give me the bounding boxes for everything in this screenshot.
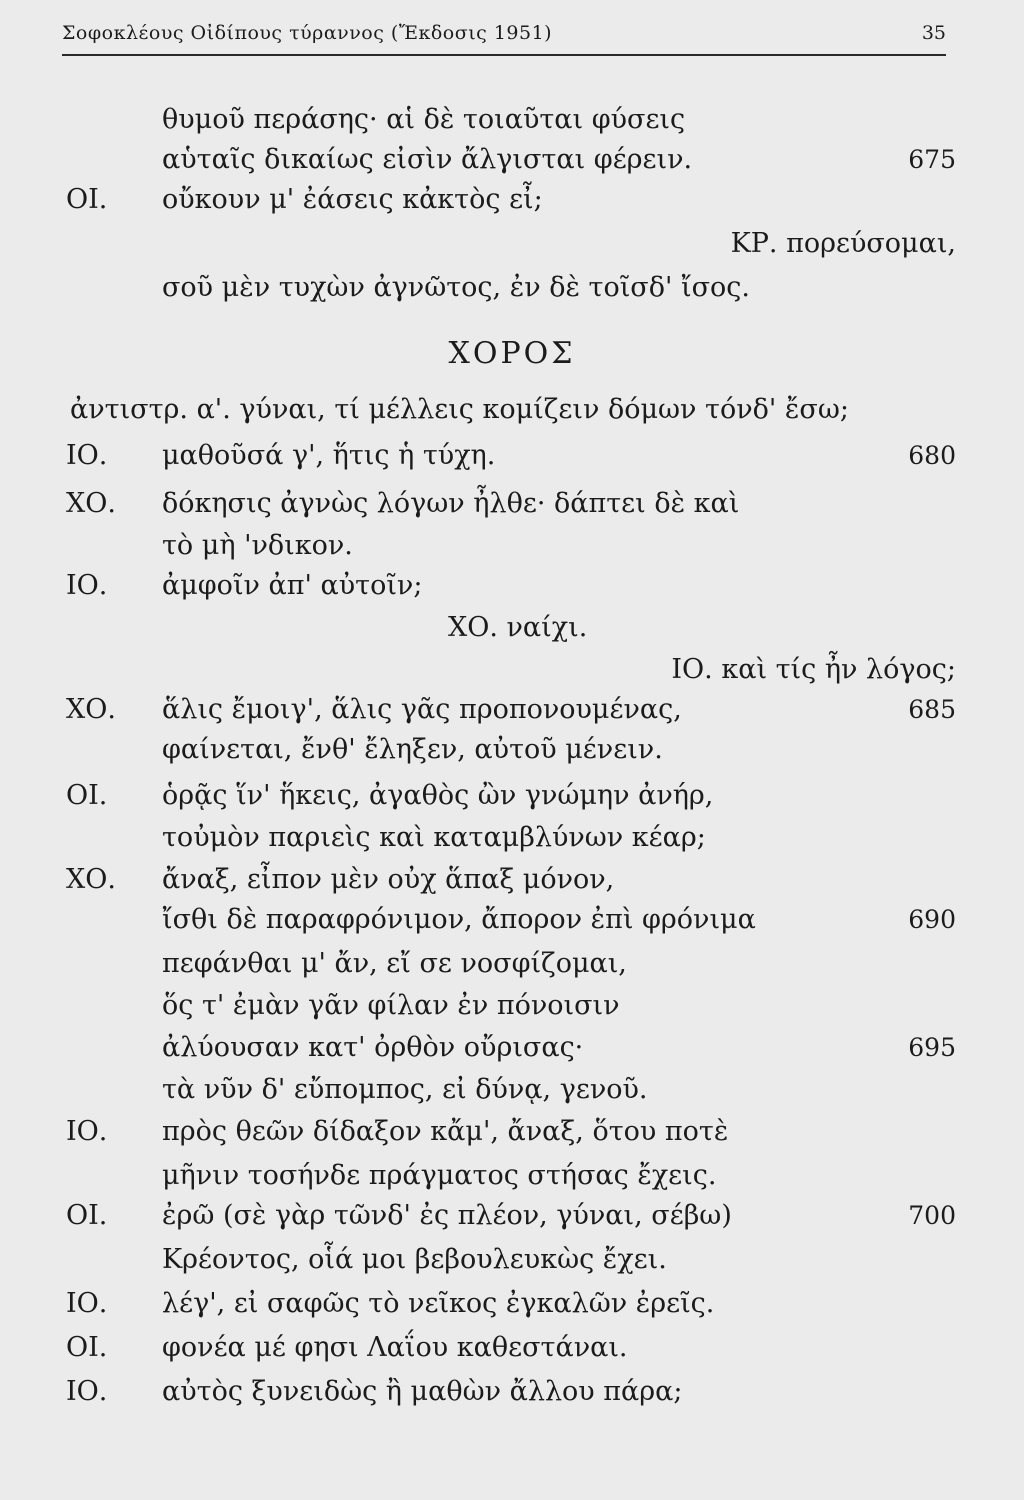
verse-text: αὑταῖς δικαίως εἰσὶν ἄλγισται φέρειν. bbox=[162, 144, 693, 175]
speaker-label: ΙΟ. bbox=[66, 1288, 108, 1319]
verse-text: Κρέοντος, οἷά μοι βεβουλευκὼς ἔχει. bbox=[162, 1244, 667, 1275]
speaker-label: ΙΟ. bbox=[66, 1376, 108, 1407]
speaker-label: ΟΙ. bbox=[66, 184, 108, 215]
verse-text: ἐρῶ (σὲ γὰρ τῶνδ' ἐς πλέον, γύναι, σέβω) bbox=[162, 1200, 732, 1231]
verse-line bbox=[0, 730, 1024, 770]
verse-text: φαίνεται, ἔνθ' ἔληξεν, αὐτοῦ μένειν. bbox=[162, 734, 663, 765]
speaker-label: ΟΙ. bbox=[66, 1200, 108, 1231]
verse-text: μαθοῦσά γ', ἥτις ἡ τύχη. bbox=[162, 440, 496, 471]
speaker-label: ΟΙ. bbox=[66, 1332, 108, 1363]
speaker-label: ΟΙ. bbox=[66, 780, 108, 811]
speaker-label: ΧΟ. bbox=[66, 694, 116, 725]
verse-line bbox=[0, 860, 1024, 900]
verse-line bbox=[0, 1328, 1024, 1368]
verse-text: ΧΟ. ναίχι. bbox=[448, 612, 588, 643]
speaker-label: ΧΟ. bbox=[66, 864, 116, 895]
verse-text: σοῦ μὲν τυχὼν ἀγνῶτος, ἐν δὲ τοῖσδ' ἴσος. bbox=[162, 272, 750, 303]
verse-text: πεφάνθαι μ' ἄν, εἴ σε νοσφίζομαι, bbox=[162, 948, 627, 979]
verse-text: λέγ', εἰ σαφῶς τὸ νεῖκος ἐγκαλῶν ἐρεῖς. bbox=[162, 1288, 715, 1319]
line-number: 690 bbox=[908, 905, 956, 934]
verse-line bbox=[0, 818, 1024, 858]
verse-text: μῆνιν τοσήνδε πράγματος στήσας ἔχεις. bbox=[162, 1160, 717, 1191]
speaker-label: ΙΟ. bbox=[66, 570, 108, 601]
verse-line bbox=[0, 390, 1024, 430]
verse-text: ἄναξ, εἶπον μὲν οὐχ ἅπαξ μόνον, bbox=[162, 864, 615, 895]
verse-text: ἴσθι δὲ παραφρόνιμον, ἄπορον ἐπὶ φρόνιμα bbox=[162, 904, 756, 935]
verse-text: ἀλύουσαν κατ' ὀρθὸν οὔρισας· bbox=[162, 1032, 584, 1063]
verse-text: ἀμφοῖν ἀπ' αὐτοῖν; bbox=[162, 570, 423, 601]
verse-line bbox=[0, 436, 1024, 476]
verse-line bbox=[0, 1112, 1024, 1152]
verse-text: οὔκουν μ' ἐάσεις κἀκτὸς εἶ; bbox=[162, 184, 543, 215]
verse-text: αὐτὸς ξυνειδὼς ἢ μαθὼν ἄλλου πάρα; bbox=[162, 1376, 683, 1407]
line-number: 700 bbox=[908, 1201, 956, 1230]
line-number: 695 bbox=[908, 1033, 956, 1062]
verse-line bbox=[0, 268, 1024, 308]
verse-line bbox=[0, 484, 1024, 524]
speaker-label: ΙΟ. bbox=[66, 440, 108, 471]
verse-text: ἅλις ἔμοιγ', ἅλις γᾶς προπονουμένας, bbox=[162, 694, 682, 725]
running-title: Σοφοκλέους Οἰδίπους τύραννος (Ἔκδοσις 1951) bbox=[62, 22, 553, 44]
verse-text: ΚΡ. πορεύσομαι, bbox=[730, 228, 956, 259]
verse-line bbox=[0, 1028, 1024, 1068]
verse-line bbox=[0, 1372, 1024, 1412]
page-number: 35 bbox=[921, 22, 946, 44]
verse-line bbox=[0, 986, 1024, 1026]
verse-text: ὁρᾷς ἵν' ἥκεις, ἀγαθὸς ὢν γνώμην ἀνήρ, bbox=[162, 780, 714, 811]
verse-text: τοὐμὸν παριεὶς καὶ καταμβλύνων κέαρ; bbox=[162, 822, 706, 853]
line-number: 680 bbox=[908, 441, 956, 470]
verse-line bbox=[0, 140, 1024, 180]
header-rule bbox=[62, 54, 946, 56]
verse-line bbox=[0, 1156, 1024, 1196]
line-number: 675 bbox=[908, 145, 956, 174]
verse-line bbox=[0, 690, 1024, 730]
verse-line bbox=[0, 180, 1024, 220]
verse-line bbox=[0, 776, 1024, 816]
verse-line bbox=[0, 900, 1024, 940]
verse-line bbox=[0, 650, 1024, 690]
verse-text: φονέα μέ φησι Λαΐου καθεστάναι. bbox=[162, 1332, 628, 1363]
verse-line bbox=[0, 944, 1024, 984]
verse-text: ἀντιστρ. α'. γύναι, τί μέλλεις κομίζειν δόμων τόνδ' ἔσω; bbox=[70, 394, 849, 425]
speaker-label: ΧΟ. bbox=[66, 488, 116, 519]
verse-line bbox=[0, 224, 1024, 264]
verse-line bbox=[0, 608, 1024, 648]
section-heading: ΧΟΡΟΣ bbox=[448, 336, 576, 371]
verse-text: τὸ μὴ 'νδικον. bbox=[162, 530, 353, 561]
verse-text: ΙΟ. καὶ τίς ἦν λόγος; bbox=[671, 654, 956, 685]
verse-line bbox=[0, 1196, 1024, 1236]
speaker-label: ΙΟ. bbox=[66, 1116, 108, 1147]
verse-line bbox=[0, 1070, 1024, 1110]
verse-line bbox=[0, 1240, 1024, 1280]
running-header bbox=[62, 20, 946, 52]
verse-text: δόκησις ἀγνὼς λόγων ἦλθε· δάπτει δὲ καὶ bbox=[162, 488, 740, 519]
verse-line bbox=[0, 1284, 1024, 1324]
verse-text: ὅς τ' ἐμὰν γᾶν φίλαν ἐν πόνοισιν bbox=[162, 990, 620, 1021]
verse-line bbox=[0, 100, 1024, 140]
verse-line bbox=[0, 526, 1024, 566]
verse-line bbox=[0, 566, 1024, 606]
line-number: 685 bbox=[908, 695, 956, 724]
verse-text: θυμοῦ περάσης· αἱ δὲ τοιαῦται φύσεις bbox=[162, 104, 686, 135]
verse-text: πρὸς θεῶν δίδαξον κἄμ', ἄναξ, ὅτου ποτὲ bbox=[162, 1116, 729, 1147]
verse-text: τὰ νῦν δ' εὔπομπος, εἰ δύνᾳ, γενοῦ. bbox=[162, 1074, 648, 1105]
